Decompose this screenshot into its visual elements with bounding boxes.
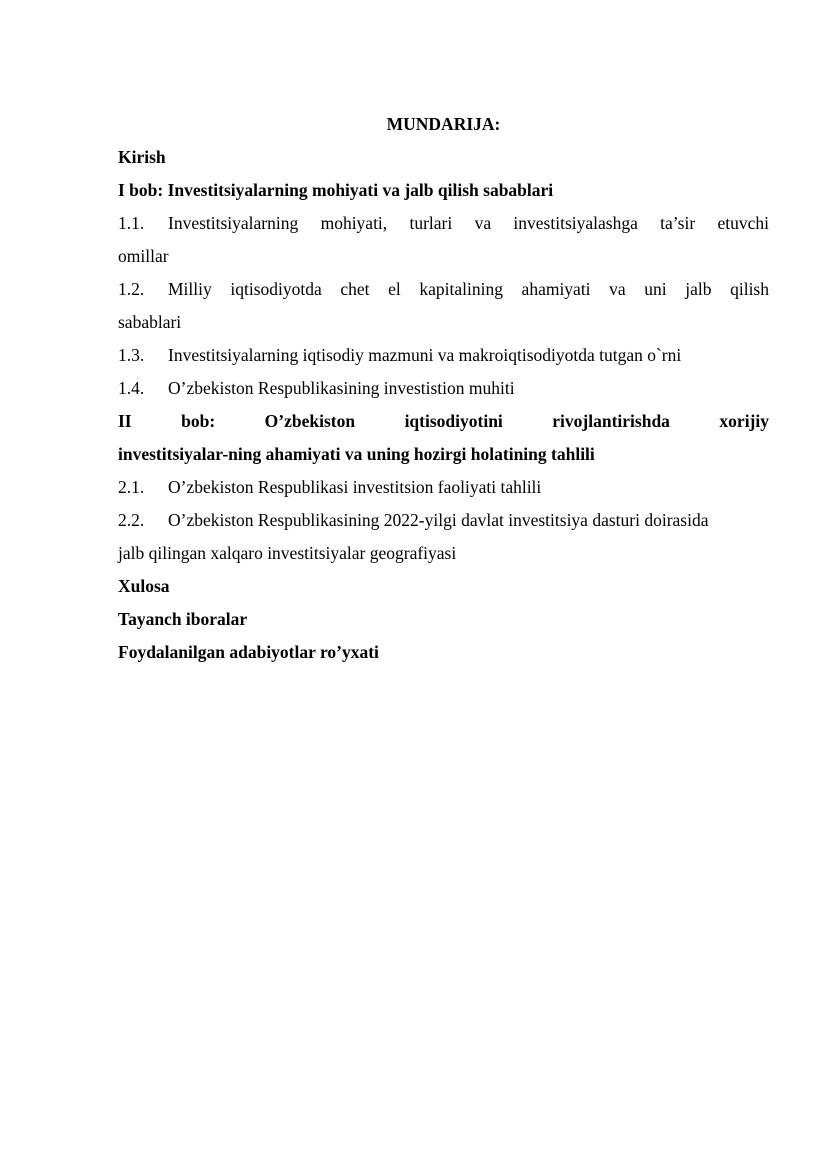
chapter2-heading-line1: II bob: O’zbekiston iqtisodiyotini rivojlantirishda xorijiy bbox=[118, 411, 769, 431]
toc-intro: Kirish bbox=[118, 147, 166, 167]
toc-item-text-continued: sabablari bbox=[118, 312, 182, 332]
toc-item-text-continued: jalb qilingan xalqaro investitsiyalar geografiyasi bbox=[118, 543, 457, 563]
toc-item-number: 1.4. bbox=[118, 378, 145, 398]
toc-item-text: Milliy iqtisodiyotda chet el kapitalining ahamiyati va uni jalb qilish bbox=[168, 279, 769, 299]
toc-item-number: 1.3. bbox=[118, 345, 145, 365]
toc-item-number: 2.1. bbox=[118, 477, 145, 497]
toc-item-text-continued: omillar bbox=[118, 246, 169, 266]
toc-item-1-2 bbox=[118, 273, 769, 339]
chapter1-heading: I bob: Investitsiyalarning mohiyati va jalb qilish sabablari bbox=[118, 180, 554, 200]
toc-item-number: 2.2. bbox=[118, 510, 145, 530]
table-of-contents bbox=[118, 108, 769, 669]
toc-item-text: Investitsiyalarning iqtisodiy mazmuni va makroiqtisodiyotda tutgan o`rni bbox=[168, 345, 682, 365]
toc-item-text: Investitsiyalarning mohiyati, turlari va investitsiyalashga ta’sir etuvchi bbox=[168, 213, 769, 233]
toc-item-number: 1.2. bbox=[118, 279, 145, 299]
toc-item-text: O’zbekiston Respublikasining 2022-yilgi davlat investitsiya dasturi doirasida bbox=[168, 510, 709, 530]
toc-item-text: O’zbekiston Respublikasi investitsion faoliyati tahlili bbox=[168, 477, 542, 497]
toc-title: MUNDARIJA: bbox=[386, 114, 501, 134]
toc-item-2-1 bbox=[118, 471, 769, 504]
toc-item-number: 1.1. bbox=[118, 213, 145, 233]
toc-item-1-1 bbox=[118, 207, 769, 273]
toc-conclusion: Xulosa bbox=[118, 576, 170, 596]
toc-item-2-2 bbox=[118, 504, 769, 570]
toc-item-1-4 bbox=[118, 372, 769, 405]
toc-item-1-3 bbox=[118, 339, 769, 372]
chapter2-heading-line2: investitsiyalar-ning ahamiyati va uning hozirgi holatining tahlili bbox=[118, 444, 595, 464]
toc-references: Foydalanilgan adabiyotlar ro’yxati bbox=[118, 642, 379, 662]
toc-keywords: Tayanch iboralar bbox=[118, 609, 248, 629]
toc-item-text: O’zbekiston Respublikasining investistion muhiti bbox=[168, 378, 515, 398]
